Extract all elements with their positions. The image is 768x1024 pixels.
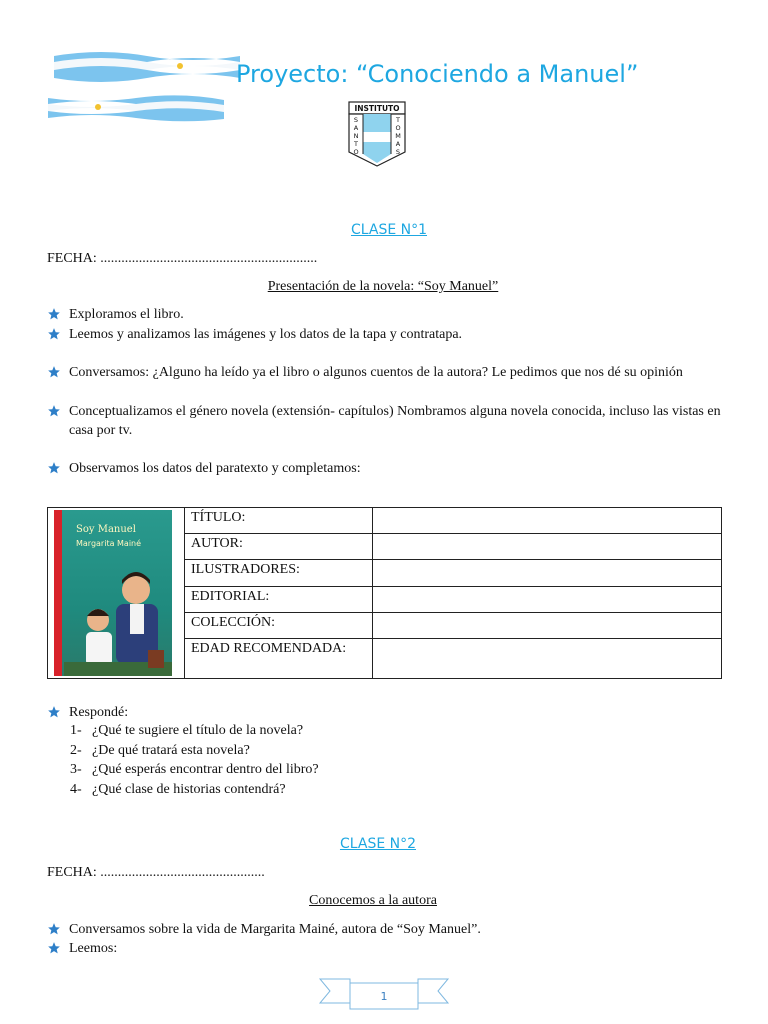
table-answer-cell[interactable] — [373, 612, 722, 638]
table-answer-cell[interactable] — [373, 508, 722, 534]
svg-text:T: T — [354, 140, 358, 148]
svg-text:O: O — [395, 124, 401, 132]
star-icon — [47, 327, 61, 341]
clase-2-subtitle: Conocemos a la autora — [309, 893, 437, 908]
cover-illustration — [64, 562, 172, 676]
star-icon — [47, 404, 61, 418]
table-answer-cell[interactable] — [373, 639, 722, 679]
svg-text:A: A — [395, 140, 401, 148]
question-item: 4- ¿Qué clase de historias contendrá? — [70, 781, 286, 797]
page-number: 1 — [380, 990, 388, 1003]
clase-1-heading: CLASE N°1 — [350, 222, 428, 238]
svg-text:M: M — [395, 132, 401, 140]
svg-text:O: O — [353, 148, 359, 156]
table-row-label: COLECCIÓN: — [185, 612, 373, 638]
cover-book-author: Margarita Mainé — [76, 539, 142, 548]
star-icon — [47, 941, 61, 955]
table-answer-cell[interactable] — [373, 560, 722, 586]
table-row-label: EDAD RECOMENDADA: — [185, 639, 373, 679]
star-icon — [47, 365, 61, 379]
bullet-item: Conversamos: ¿Alguno ha leído ya el libro o algunos cuentos de la autora? Le pedimos que nos dé su opinión — [47, 363, 727, 382]
star-icon — [47, 307, 61, 321]
svg-text:N: N — [353, 132, 359, 140]
clase-2-fecha: FECHA: ............................................... — [47, 865, 265, 880]
book-cover-image — [54, 510, 172, 676]
cover-book-title: Soy Manuel — [76, 524, 136, 535]
logo-top-text: INSTITUTO — [354, 104, 400, 113]
table-row-label: ILUSTRADORES: — [185, 560, 373, 586]
svg-text:A: A — [353, 124, 359, 132]
star-icon — [47, 705, 61, 719]
bullet-item: Conceptualizamos el género novela (extensión- capítulos) Nombramos alguna novela conocida, incluso las vistas en casa por tv. — [47, 402, 727, 440]
bullet-item: Leemos: — [47, 939, 727, 958]
clase-1-fecha: FECHA: .............................................................. — [47, 251, 318, 266]
table-row-label: TÍTULO: — [185, 508, 373, 534]
table-answer-cell[interactable] — [373, 534, 722, 560]
clase-1-subtitle: Presentación de la novela: “Soy Manuel” — [267, 279, 499, 294]
svg-text:T: T — [396, 116, 400, 124]
book-cover-cell — [48, 508, 185, 679]
bullet-item: Observamos los datos del paratexto y completamos: — [47, 459, 727, 478]
institute-shield-logo — [347, 100, 407, 168]
table-row-label: AUTOR: — [185, 534, 373, 560]
svg-text:S: S — [395, 148, 401, 156]
argentina-flag-bottom — [46, 94, 226, 124]
question-item: 3- ¿Qué esperás encontrar dentro del libro? — [70, 762, 319, 777]
page-number-banner — [318, 975, 450, 1011]
paratext-table — [47, 507, 722, 679]
bullet-item: Leemos y analizamos las imágenes y los datos de la tapa y contratapa. — [47, 325, 727, 344]
questions-list — [70, 721, 319, 799]
question-item: 2- ¿De qué tratará esta novela? — [70, 742, 250, 758]
question-item: 1- ¿Qué te sugiere el título de la novela? — [70, 723, 304, 738]
star-icon — [47, 461, 61, 475]
svg-text:S: S — [353, 116, 359, 124]
bullet-item: Conversamos sobre la vida de Margarita Mainé, autora de “Soy Manuel”. — [47, 920, 727, 939]
argentina-flag-top — [52, 50, 242, 84]
bullet-item: Respondé: — [47, 703, 727, 722]
table-answer-cell[interactable] — [373, 586, 722, 612]
page-title: Proyecto: “Conociendo a Manuel” — [236, 60, 639, 88]
bullet-item: Exploramos el libro. — [47, 305, 727, 324]
table-row-label: EDITORIAL: — [185, 586, 373, 612]
clase-2-heading: CLASE N°2 — [339, 836, 417, 852]
star-icon — [47, 922, 61, 936]
